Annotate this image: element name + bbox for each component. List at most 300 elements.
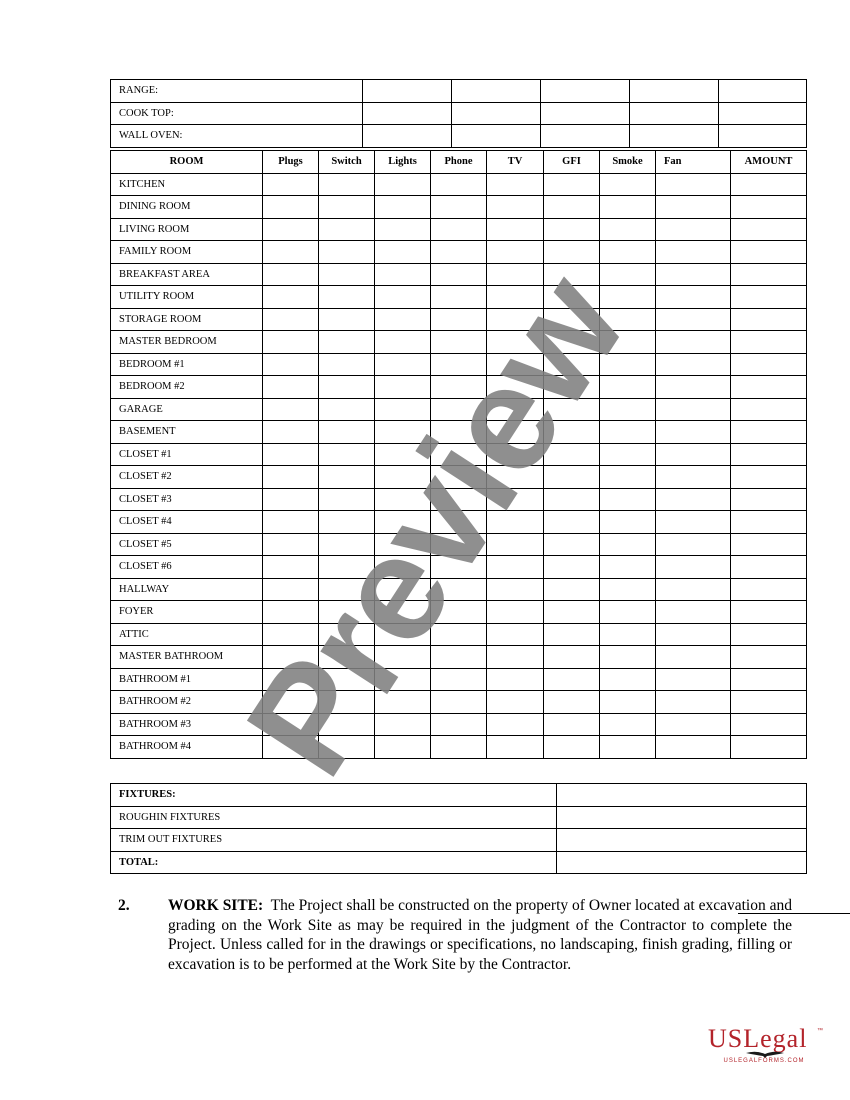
room-cell[interactable] <box>263 691 319 714</box>
room-cell[interactable] <box>487 713 544 736</box>
table-row <box>111 173 807 196</box>
room-cell[interactable] <box>731 398 807 421</box>
room-cell[interactable] <box>319 353 375 376</box>
room-cell[interactable] <box>600 601 656 624</box>
room-cell[interactable] <box>656 196 731 219</box>
room-cell[interactable] <box>319 173 375 196</box>
room-cell[interactable] <box>656 331 731 354</box>
room-label: BATHROOM #3 <box>111 713 263 736</box>
room-cell[interactable] <box>544 331 600 354</box>
room-cell[interactable] <box>487 353 544 376</box>
room-label: KITCHEN <box>111 173 263 196</box>
room-cell[interactable] <box>544 601 600 624</box>
room-cell[interactable] <box>487 578 544 601</box>
room-cell[interactable] <box>319 241 375 264</box>
room-cell[interactable] <box>731 421 807 444</box>
room-cell[interactable] <box>375 196 431 219</box>
room-cell[interactable] <box>656 623 731 646</box>
room-cell[interactable] <box>656 736 731 759</box>
room-cell[interactable] <box>319 623 375 646</box>
room-cell[interactable] <box>731 196 807 219</box>
room-cell[interactable] <box>431 286 487 309</box>
room-label: LIVING ROOM <box>111 218 263 241</box>
room-cell[interactable] <box>487 241 544 264</box>
room-cell[interactable] <box>656 713 731 736</box>
room-cell[interactable] <box>731 241 807 264</box>
room-cell[interactable] <box>263 533 319 556</box>
appliance-cell[interactable] <box>452 125 541 148</box>
room-cell[interactable] <box>600 286 656 309</box>
appliance-cell[interactable] <box>541 102 630 125</box>
room-cell[interactable] <box>731 488 807 511</box>
room-cell[interactable] <box>600 173 656 196</box>
room-cell[interactable] <box>263 736 319 759</box>
room-cell[interactable] <box>319 443 375 466</box>
room-cell[interactable] <box>319 578 375 601</box>
uslegal-logo <box>706 1026 824 1070</box>
room-cell[interactable] <box>319 646 375 669</box>
room-cell[interactable] <box>375 443 431 466</box>
room-cell[interactable] <box>319 691 375 714</box>
room-cell[interactable] <box>487 736 544 759</box>
room-label: MASTER BATHROOM <box>111 646 263 669</box>
table-row <box>111 713 807 736</box>
room-cell[interactable] <box>431 443 487 466</box>
room-cell[interactable] <box>656 691 731 714</box>
room-cell[interactable] <box>656 601 731 624</box>
appliance-label: RANGE: <box>111 80 363 103</box>
room-cell[interactable] <box>600 263 656 286</box>
room-cell[interactable] <box>263 623 319 646</box>
room-cell[interactable] <box>319 466 375 489</box>
room-label: DINING ROOM <box>111 196 263 219</box>
room-cell[interactable] <box>656 443 731 466</box>
room-cell[interactable] <box>487 668 544 691</box>
room-cell[interactable] <box>263 511 319 534</box>
room-cell[interactable] <box>731 533 807 556</box>
room-cell[interactable] <box>544 286 600 309</box>
room-cell[interactable] <box>600 736 656 759</box>
room-cell[interactable] <box>731 308 807 331</box>
eagle-icon <box>746 1050 784 1058</box>
table-row <box>111 241 807 264</box>
room-cell[interactable] <box>431 623 487 646</box>
section-text: The Project shall be constructed on the property of Owner located at excavation and grading on the Work Site as may be required in the judgment of the Contractor to complete the Project. Unless called for in the drawings or specifications, no landscaping, finish grading, filling or excavation is to be performed at the Work Site by the Contractor. <box>168 897 792 973</box>
room-cell[interactable] <box>731 286 807 309</box>
room-cell[interactable] <box>375 511 431 534</box>
room-cell[interactable] <box>600 488 656 511</box>
room-cell[interactable] <box>263 173 319 196</box>
room-cell[interactable] <box>656 263 731 286</box>
room-cell[interactable] <box>319 376 375 399</box>
room-cell[interactable] <box>263 286 319 309</box>
room-cell[interactable] <box>375 466 431 489</box>
room-cell[interactable] <box>600 443 656 466</box>
room-cell[interactable] <box>544 578 600 601</box>
fixtures-amount-cell[interactable] <box>557 851 807 874</box>
room-cell[interactable] <box>263 668 319 691</box>
room-cell[interactable] <box>600 578 656 601</box>
room-label: CLOSET #1 <box>111 443 263 466</box>
room-cell[interactable] <box>487 331 544 354</box>
room-cell[interactable] <box>375 556 431 579</box>
room-cell[interactable] <box>544 691 600 714</box>
room-cell[interactable] <box>263 353 319 376</box>
room-label: ATTIC <box>111 623 263 646</box>
room-cell[interactable] <box>487 466 544 489</box>
room-cell[interactable] <box>544 263 600 286</box>
room-cell[interactable] <box>263 713 319 736</box>
room-cell[interactable] <box>319 533 375 556</box>
room-cell[interactable] <box>487 488 544 511</box>
room-cell[interactable] <box>431 556 487 579</box>
appliance-cell[interactable] <box>541 80 630 103</box>
column-header-plugs: Plugs <box>263 151 319 174</box>
appliance-cell[interactable] <box>541 125 630 148</box>
room-cell[interactable] <box>731 443 807 466</box>
room-cell[interactable] <box>731 646 807 669</box>
appliance-cell[interactable] <box>630 80 719 103</box>
room-cell[interactable] <box>731 376 807 399</box>
room-label: CLOSET #4 <box>111 511 263 534</box>
room-cell[interactable] <box>656 398 731 421</box>
room-cell[interactable] <box>319 196 375 219</box>
appliance-cell[interactable] <box>363 80 452 103</box>
room-cell[interactable] <box>600 556 656 579</box>
appliance-row <box>111 102 807 125</box>
fixtures-amount-cell[interactable] <box>557 829 807 852</box>
appliance-cell[interactable] <box>452 80 541 103</box>
room-cell[interactable] <box>544 668 600 691</box>
room-cell[interactable] <box>656 241 731 264</box>
room-cell[interactable] <box>263 578 319 601</box>
room-cell[interactable] <box>600 308 656 331</box>
room-cell[interactable] <box>375 421 431 444</box>
room-cell[interactable] <box>263 398 319 421</box>
room-cell[interactable] <box>319 713 375 736</box>
room-cell[interactable] <box>487 556 544 579</box>
room-cell[interactable] <box>544 353 600 376</box>
appliance-cell[interactable] <box>719 80 807 103</box>
room-cell[interactable] <box>544 646 600 669</box>
appliance-cell[interactable] <box>363 125 452 148</box>
room-cell[interactable] <box>375 578 431 601</box>
table-row <box>111 308 807 331</box>
room-cell[interactable] <box>319 556 375 579</box>
fixtures-row <box>111 784 807 807</box>
room-cell[interactable] <box>319 308 375 331</box>
fixtures-label: ROUGHIN FIXTURES <box>111 806 557 829</box>
room-cell[interactable] <box>375 736 431 759</box>
room-cell[interactable] <box>600 353 656 376</box>
table-row <box>111 488 807 511</box>
room-cell[interactable] <box>487 196 544 219</box>
room-cell[interactable] <box>263 646 319 669</box>
room-cell[interactable] <box>600 398 656 421</box>
room-cell[interactable] <box>600 713 656 736</box>
room-cell[interactable] <box>431 196 487 219</box>
room-cell[interactable] <box>431 173 487 196</box>
room-cell[interactable] <box>656 511 731 534</box>
room-cell[interactable] <box>600 376 656 399</box>
logo-url: USLEGALFORMS.COM <box>723 1058 805 1064</box>
room-cell[interactable] <box>375 218 431 241</box>
room-cell[interactable] <box>319 421 375 444</box>
room-cell[interactable] <box>319 736 375 759</box>
room-cell[interactable] <box>731 353 807 376</box>
room-cell[interactable] <box>600 241 656 264</box>
room-cell[interactable] <box>263 556 319 579</box>
room-cell[interactable] <box>431 646 487 669</box>
fixtures-row <box>111 829 807 852</box>
room-cell[interactable] <box>487 646 544 669</box>
table-row <box>111 578 807 601</box>
room-cell[interactable] <box>319 601 375 624</box>
room-cell[interactable] <box>431 421 487 444</box>
room-cell[interactable] <box>431 331 487 354</box>
room-cell[interactable] <box>375 263 431 286</box>
room-cell[interactable] <box>319 511 375 534</box>
room-cell[interactable] <box>656 668 731 691</box>
fixtures-amount-cell[interactable] <box>557 784 807 807</box>
room-cell[interactable] <box>600 466 656 489</box>
room-cell[interactable] <box>263 601 319 624</box>
table-row <box>111 263 807 286</box>
room-label: BEDROOM #1 <box>111 353 263 376</box>
room-cell[interactable] <box>656 421 731 444</box>
column-header-amount: AMOUNT <box>731 151 807 174</box>
room-cell[interactable] <box>431 578 487 601</box>
room-cell[interactable] <box>319 286 375 309</box>
room-cell[interactable] <box>431 511 487 534</box>
room-cell[interactable] <box>544 443 600 466</box>
room-cell[interactable] <box>544 488 600 511</box>
room-cell[interactable] <box>544 241 600 264</box>
room-cell[interactable] <box>431 713 487 736</box>
room-cell[interactable] <box>375 488 431 511</box>
room-label: CLOSET #3 <box>111 488 263 511</box>
room-cell[interactable] <box>375 646 431 669</box>
table-row <box>111 623 807 646</box>
room-cell[interactable] <box>263 331 319 354</box>
room-cell[interactable] <box>731 331 807 354</box>
room-cell[interactable] <box>731 691 807 714</box>
room-label: HALLWAY <box>111 578 263 601</box>
room-cell[interactable] <box>487 443 544 466</box>
room-cell[interactable] <box>431 241 487 264</box>
room-cell[interactable] <box>731 218 807 241</box>
room-cell[interactable] <box>731 713 807 736</box>
room-cell[interactable] <box>263 241 319 264</box>
room-cell[interactable] <box>263 218 319 241</box>
room-cell[interactable] <box>263 376 319 399</box>
room-cell[interactable] <box>656 308 731 331</box>
logo-brand: USLegal <box>708 1024 808 1053</box>
room-cell[interactable] <box>544 533 600 556</box>
room-cell[interactable] <box>431 353 487 376</box>
room-cell[interactable] <box>544 218 600 241</box>
room-cell[interactable] <box>656 646 731 669</box>
room-cell[interactable] <box>375 286 431 309</box>
room-cell[interactable] <box>375 241 431 264</box>
room-cell[interactable] <box>487 308 544 331</box>
room-cell[interactable] <box>544 308 600 331</box>
room-cell[interactable] <box>656 173 731 196</box>
room-cell[interactable] <box>263 263 319 286</box>
room-cell[interactable] <box>731 173 807 196</box>
room-cell[interactable] <box>544 173 600 196</box>
room-cell[interactable] <box>656 376 731 399</box>
room-cell[interactable] <box>375 353 431 376</box>
room-cell[interactable] <box>487 173 544 196</box>
room-label: BEDROOM #2 <box>111 376 263 399</box>
room-cell[interactable] <box>731 511 807 534</box>
room-cell[interactable] <box>431 488 487 511</box>
room-cell[interactable] <box>375 376 431 399</box>
room-cell[interactable] <box>731 736 807 759</box>
room-cell[interactable] <box>375 398 431 421</box>
room-cell[interactable] <box>544 421 600 444</box>
room-cell[interactable] <box>600 331 656 354</box>
room-cell[interactable] <box>431 398 487 421</box>
section-body <box>168 896 792 974</box>
room-cell[interactable] <box>431 263 487 286</box>
room-cell[interactable] <box>656 218 731 241</box>
room-cell[interactable] <box>656 353 731 376</box>
room-cell[interactable] <box>319 398 375 421</box>
room-cell[interactable] <box>544 713 600 736</box>
room-cell[interactable] <box>544 398 600 421</box>
room-cell[interactable] <box>319 218 375 241</box>
table-row <box>111 331 807 354</box>
appliance-row <box>111 80 807 103</box>
table-row <box>111 376 807 399</box>
room-cell[interactable] <box>731 578 807 601</box>
preview-watermark: Preview <box>213 247 657 803</box>
room-cell[interactable] <box>544 376 600 399</box>
room-cell[interactable] <box>600 533 656 556</box>
table-row <box>111 668 807 691</box>
room-cell[interactable] <box>544 511 600 534</box>
column-header-lights: Lights <box>375 151 431 174</box>
room-cell[interactable] <box>487 691 544 714</box>
room-cell[interactable] <box>600 196 656 219</box>
room-cell[interactable] <box>263 488 319 511</box>
address-blank-line <box>738 913 850 914</box>
room-cell[interactable] <box>375 601 431 624</box>
room-cell[interactable] <box>263 308 319 331</box>
room-cell[interactable] <box>431 308 487 331</box>
room-cell[interactable] <box>731 623 807 646</box>
appliance-cell[interactable] <box>452 102 541 125</box>
room-cell[interactable] <box>487 623 544 646</box>
room-cell[interactable] <box>656 556 731 579</box>
room-cell[interactable] <box>487 421 544 444</box>
appliance-cell[interactable] <box>719 102 807 125</box>
room-cell[interactable] <box>544 736 600 759</box>
room-cell[interactable] <box>319 668 375 691</box>
room-cell[interactable] <box>431 533 487 556</box>
room-cell[interactable] <box>487 218 544 241</box>
room-cell[interactable] <box>544 466 600 489</box>
column-header-room: ROOM <box>111 151 263 174</box>
room-cell[interactable] <box>544 623 600 646</box>
room-cell[interactable] <box>431 668 487 691</box>
table-row <box>111 421 807 444</box>
room-cell[interactable] <box>263 443 319 466</box>
room-cell[interactable] <box>731 668 807 691</box>
room-cell[interactable] <box>319 488 375 511</box>
room-cell[interactable] <box>431 376 487 399</box>
room-cell[interactable] <box>731 466 807 489</box>
room-cell[interactable] <box>263 196 319 219</box>
appliance-cell[interactable] <box>363 102 452 125</box>
appliance-cell[interactable] <box>719 125 807 148</box>
room-cell[interactable] <box>600 646 656 669</box>
room-label: CLOSET #5 <box>111 533 263 556</box>
table-row <box>111 646 807 669</box>
room-cell[interactable] <box>487 533 544 556</box>
room-cell[interactable] <box>375 308 431 331</box>
room-cell[interactable] <box>375 331 431 354</box>
room-cell[interactable] <box>600 668 656 691</box>
room-cell[interactable] <box>487 376 544 399</box>
room-cell[interactable] <box>487 511 544 534</box>
room-cell[interactable] <box>656 466 731 489</box>
room-cell[interactable] <box>263 466 319 489</box>
room-cell[interactable] <box>487 263 544 286</box>
room-cell[interactable] <box>375 623 431 646</box>
room-cell[interactable] <box>431 736 487 759</box>
room-cell[interactable] <box>375 691 431 714</box>
room-cell[interactable] <box>319 331 375 354</box>
room-cell[interactable] <box>656 488 731 511</box>
room-cell[interactable] <box>656 286 731 309</box>
room-cell[interactable] <box>431 691 487 714</box>
room-cell[interactable] <box>263 421 319 444</box>
appliance-row <box>111 125 807 148</box>
room-cell[interactable] <box>544 556 600 579</box>
appliance-cell[interactable] <box>630 102 719 125</box>
room-cell[interactable] <box>375 533 431 556</box>
appliance-label: WALL OVEN: <box>111 125 363 148</box>
room-cell[interactable] <box>600 623 656 646</box>
room-cell[interactable] <box>487 398 544 421</box>
room-cell[interactable] <box>431 218 487 241</box>
room-cell[interactable] <box>375 173 431 196</box>
room-cell[interactable] <box>319 263 375 286</box>
room-cell[interactable] <box>487 286 544 309</box>
appliance-cell[interactable] <box>630 125 719 148</box>
room-cell[interactable] <box>431 466 487 489</box>
room-cell[interactable] <box>600 511 656 534</box>
room-cell[interactable] <box>600 691 656 714</box>
fixtures-amount-cell[interactable] <box>557 806 807 829</box>
room-cell[interactable] <box>656 578 731 601</box>
room-cell[interactable] <box>731 556 807 579</box>
room-cell[interactable] <box>731 263 807 286</box>
room-cell[interactable] <box>544 196 600 219</box>
room-cell[interactable] <box>600 218 656 241</box>
room-cell[interactable] <box>375 713 431 736</box>
room-table-header <box>111 151 807 174</box>
room-cell[interactable] <box>600 421 656 444</box>
room-cell[interactable] <box>731 601 807 624</box>
room-cell[interactable] <box>375 668 431 691</box>
room-cell[interactable] <box>487 601 544 624</box>
room-cell[interactable] <box>431 601 487 624</box>
room-cell[interactable] <box>656 533 731 556</box>
